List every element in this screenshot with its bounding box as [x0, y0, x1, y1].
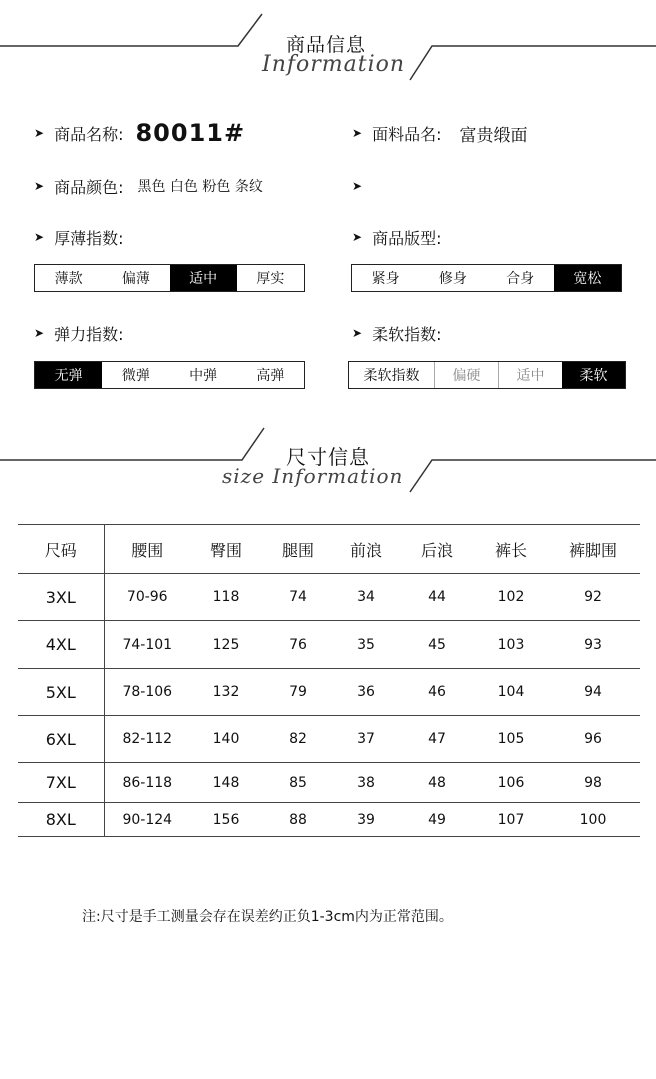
- size-cell: 6XL: [18, 716, 104, 763]
- table-cell: 79: [262, 669, 334, 716]
- stretch-option-selected: 无弹: [35, 362, 102, 388]
- fabric-value: 富贵缎面: [459, 125, 528, 146]
- header-hem: 裤脚围: [546, 525, 640, 574]
- color-value: 黑色 白色 粉色 条纹: [137, 179, 263, 195]
- arrow-icon: ➤: [34, 179, 45, 193]
- table-cell: 96: [546, 716, 640, 763]
- table-cell: 39: [334, 803, 398, 837]
- thickness-option: 偏薄: [121, 271, 150, 287]
- section-title-product-info: 商品信息: [286, 34, 367, 56]
- table-cell: 70-96: [104, 574, 190, 621]
- table-cell: 47: [398, 716, 476, 763]
- table-cell: 86-118: [104, 763, 190, 803]
- size-cell: 4XL: [18, 621, 104, 669]
- measurement-note: 注:尺寸是手工测量会存在误差约正负1-3cm内为正常范围。: [82, 909, 453, 925]
- header-back-rise: 后浪: [398, 525, 476, 574]
- size-cell: 7XL: [18, 763, 104, 803]
- stretch-option: 中弹: [189, 368, 218, 384]
- table-row: [18, 621, 640, 669]
- table-cell: 74: [262, 574, 334, 621]
- table-cell: 88: [262, 803, 334, 837]
- product-name-row: [34, 118, 245, 148]
- table-row: [18, 669, 640, 716]
- table-cell: 100: [546, 803, 640, 837]
- fit-option-selected: 宽松: [554, 265, 621, 291]
- table-row: [18, 763, 640, 803]
- table-cell: 92: [546, 574, 640, 621]
- table-cell: 98: [546, 763, 640, 803]
- soft-option: 适中: [498, 362, 562, 388]
- arrow-icon: ➤: [34, 230, 45, 244]
- table-cell: 74-101: [104, 621, 190, 669]
- table-cell: 107: [476, 803, 546, 837]
- arrow-icon: ➤: [352, 230, 363, 244]
- table-cell: 35: [334, 621, 398, 669]
- product-name-value: 80011#: [135, 119, 246, 147]
- fit-option: 合身: [506, 271, 535, 287]
- table-cell: 48: [398, 763, 476, 803]
- soft-option: 柔软指数: [363, 368, 420, 384]
- stretch-label: 弹力指数:: [54, 324, 124, 344]
- arrow-icon: ➤: [352, 179, 363, 193]
- soft-option-selected: 柔软: [562, 362, 625, 388]
- size-cell: 8XL: [18, 803, 104, 837]
- table-cell: 156: [190, 803, 262, 837]
- table-row: [18, 803, 640, 837]
- soft-label: 柔软指数:: [372, 324, 442, 344]
- table-cell: 140: [190, 716, 262, 763]
- table-cell: 45: [398, 621, 476, 669]
- thickness-scale: [34, 264, 305, 292]
- stretch-option: 高弹: [256, 368, 285, 384]
- table-row: [18, 716, 640, 763]
- table-cell: 34: [334, 574, 398, 621]
- table-cell: 44: [398, 574, 476, 621]
- header-waist: 腰围: [104, 525, 190, 574]
- table-cell: 93: [546, 621, 640, 669]
- table-row: [18, 574, 640, 621]
- soft-row: [352, 320, 441, 346]
- arrow-icon: ➤: [352, 326, 363, 340]
- thickness-row: [34, 224, 123, 250]
- thickness-option: 薄款: [54, 271, 83, 287]
- table-cell: 76: [262, 621, 334, 669]
- stretch-scale: [34, 361, 305, 389]
- table-cell: 105: [476, 716, 546, 763]
- fit-option: 紧身: [371, 271, 400, 287]
- size-cell: 3XL: [18, 574, 104, 621]
- fabric-label: 面料品名:: [372, 124, 442, 144]
- thickness-option-selected: 适中: [170, 265, 237, 291]
- fit-option: 修身: [438, 271, 467, 287]
- thickness-label: 厚薄指数:: [54, 228, 124, 248]
- header-hip: 臀围: [190, 525, 262, 574]
- product-name-label: 商品名称:: [54, 124, 124, 144]
- table-cell: 37: [334, 716, 398, 763]
- table-cell: 148: [190, 763, 262, 803]
- size-cell: 5XL: [18, 669, 104, 716]
- table-header-row: [18, 525, 640, 574]
- header-length: 裤长: [476, 525, 546, 574]
- header-thigh: 腿围: [262, 525, 334, 574]
- table-cell: 90-124: [104, 803, 190, 837]
- size-table: [18, 524, 640, 837]
- section-script-size-information: size Information: [222, 464, 404, 488]
- table-cell: 82: [262, 716, 334, 763]
- table-cell: 36: [334, 669, 398, 716]
- arrow-icon: ➤: [34, 126, 45, 140]
- soft-option: 偏硬: [434, 362, 498, 388]
- color-label: 商品颜色:: [54, 177, 124, 197]
- table-cell: 102: [476, 574, 546, 621]
- fit-scale: [351, 264, 622, 292]
- section-title-size-info: 尺寸信息: [286, 445, 370, 469]
- table-cell: 103: [476, 621, 546, 669]
- table-cell: 132: [190, 669, 262, 716]
- header-size: 尺码: [18, 525, 104, 574]
- fit-label: 商品版型:: [372, 228, 442, 248]
- color-row: [34, 172, 263, 200]
- arrow-icon: ➤: [352, 126, 363, 140]
- table-cell: 78-106: [104, 669, 190, 716]
- stretch-option: 微弹: [121, 368, 150, 384]
- stretch-row: [34, 320, 123, 346]
- table-cell: 85: [262, 763, 334, 803]
- section-script-information: Information: [262, 52, 406, 77]
- fit-row: [352, 224, 441, 250]
- arrow-icon: ➤: [34, 326, 45, 340]
- table-cell: 118: [190, 574, 262, 621]
- table-cell: 125: [190, 621, 262, 669]
- table-cell: 106: [476, 763, 546, 803]
- table-cell: 94: [546, 669, 640, 716]
- table-cell: 46: [398, 669, 476, 716]
- thickness-option: 厚实: [256, 271, 285, 287]
- header-front-rise: 前浪: [334, 525, 398, 574]
- table-cell: 49: [398, 803, 476, 837]
- soft-scale: [348, 361, 626, 389]
- table-cell: 82-112: [104, 716, 190, 763]
- fabric-row: [352, 118, 527, 148]
- table-cell: 38: [334, 763, 398, 803]
- empty-row: [352, 172, 372, 200]
- table-cell: 104: [476, 669, 546, 716]
